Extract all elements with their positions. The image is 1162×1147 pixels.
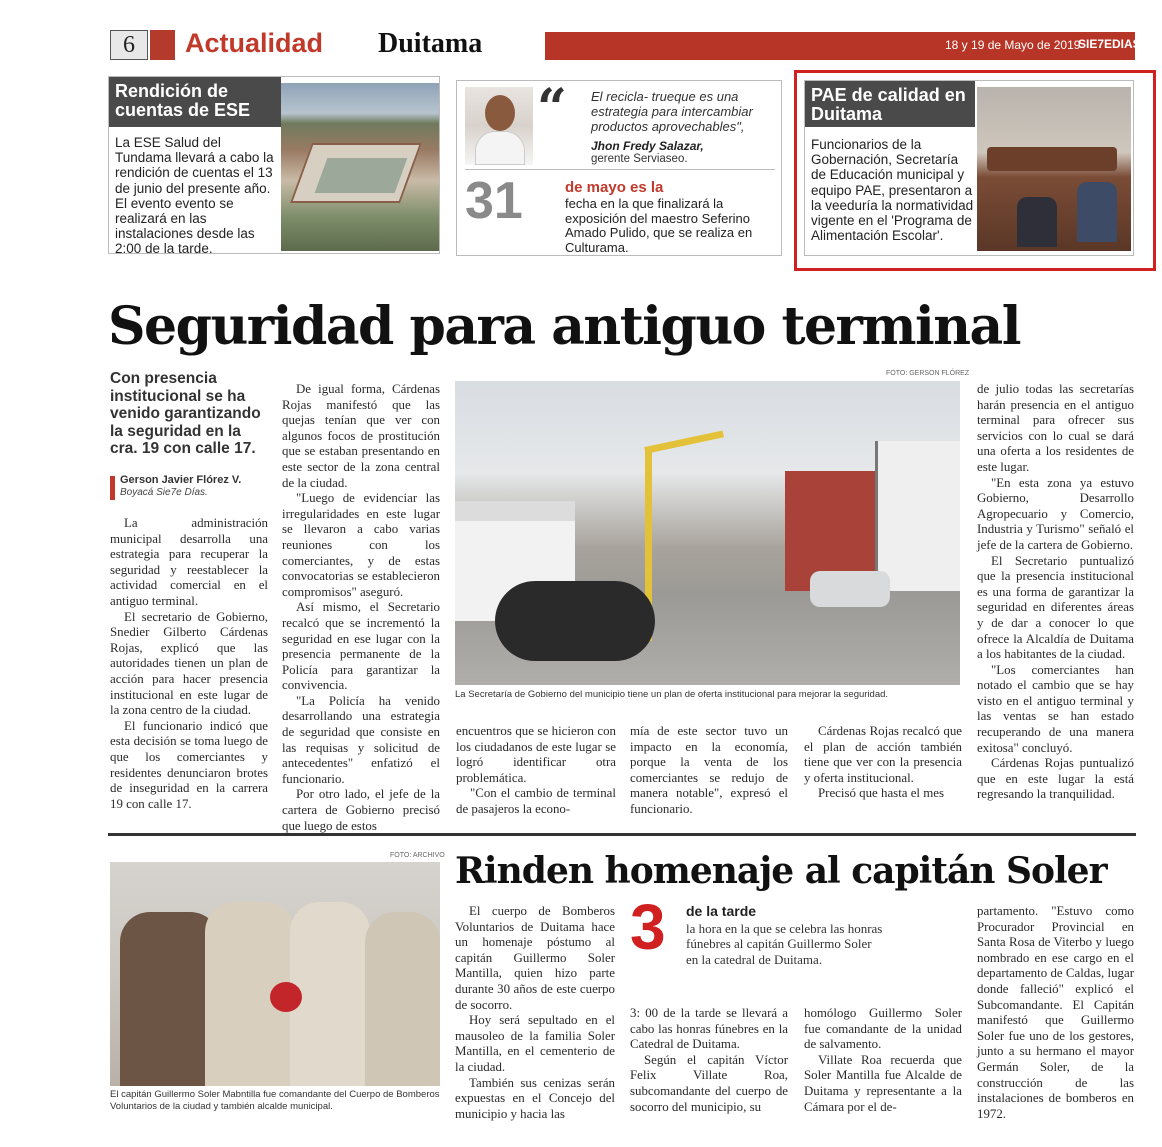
paragraph: Hoy será sepultado en el mausoleo de la familia Soler Mantilla, en el cementerio de la ciudad. bbox=[455, 1013, 615, 1074]
paragraph: Villate Roa recuerda que Soler Mantilla fue Alcalde de Duitama y representante a la Cámara por el de- bbox=[804, 1052, 962, 1114]
paragraph: "Con el cambio de terminal de pasajeros la econo- bbox=[456, 786, 616, 816]
paragraph: de julio todas las secretarías harán presencia en el antiguo terminal para ofrecer sus servicios con lo cual se dará una oferta a los residentes de este lugar. bbox=[977, 382, 1134, 474]
paragraph: mía de este sector tuvo un impacto en la economía, porque la venta de los comerciantes se redujo de manera notable", expresó el funcionario. bbox=[630, 724, 788, 816]
quote-role: gerente Serviaseo. bbox=[591, 153, 688, 165]
article2-column-2 bbox=[630, 1006, 788, 1115]
pae-meeting-photo bbox=[977, 87, 1131, 251]
section-title-a: Actualidad bbox=[185, 28, 324, 58]
article1-column-3 bbox=[456, 724, 616, 818]
photo-credit: FOTO: GERSON FLÓREZ bbox=[886, 370, 970, 377]
paragraph: Por otro lado, el jefe de la cartera de Gobierno precisó que luego de estos bbox=[282, 787, 440, 833]
big-number-31: 31 bbox=[465, 172, 523, 230]
paragraph: "La Policía ha venido desarrollando una estrategia de seguridad que consiste en las requisas y solicitud de antecedentes" enfatizó el funcionario. bbox=[282, 693, 440, 786]
brand-logo: SIE7EDIAS bbox=[1078, 37, 1141, 51]
paragraph: El funcionario indicó que esta decisión se toma luego de que los comerciantes y residentes denunciaron brotes de inseguridad en la carrera 19 con calle 17. bbox=[110, 718, 268, 811]
section-divider bbox=[108, 833, 1136, 836]
quote-box bbox=[456, 80, 782, 256]
number-label: de mayo es la bbox=[565, 179, 664, 196]
paragraph: También sus cenizas serán expuestas en el Concejo del municipio y hacia las bbox=[455, 1075, 615, 1121]
ese-building-photo bbox=[281, 83, 439, 251]
paragraph: El Secretario puntualizó que la presencia institucional es una forma de garantizar la seguridad en diferentes áreas y de dar a conocer lo que ofrece la Alcaldía de Duitama a los habitantes de la ciudad. bbox=[977, 553, 1134, 662]
soler-archive-photo bbox=[110, 862, 440, 1086]
paragraph: "Los comerciantes han notado el cambio que se hay visto en el antiguo terminal y las ventas se han estado recuperando de una manera exitosa" concluyó. bbox=[977, 662, 1134, 755]
paragraph: "Luego de evidenciar las irregularidades en este lugar se llevaron a cabo varias reuniones con los comerciantes, y de estas convocatorias se establecieron compromisos" aseguró. bbox=[282, 491, 440, 599]
page-number: 6 bbox=[110, 30, 148, 60]
ese-box-title: Rendición de cuentas de ESE bbox=[109, 77, 281, 127]
article1-column-6 bbox=[977, 382, 1134, 803]
paragraph: El cuerpo de Bomberos Voluntarios de Duitama hace un homenaje póstumo al capitán Guillermo Soler Mantilla, quien hizo parte durante 30 años de este cuerpo de socorro. bbox=[455, 904, 615, 1012]
page-number-bar bbox=[150, 30, 175, 60]
pae-box-text: Funcionarios de la Gobernación, Secretaría de Educación municipal y equipo PAE, presentaron a la veeduría la normatividad vigente en el 'Programa de Alimentación Escolar'. bbox=[811, 137, 974, 244]
article1-author: Gerson Javier Flórez V. bbox=[120, 474, 242, 486]
paragraph: Cárdenas Rojas recalcó que el plan de acción también tiene que ver con la presencia y oferta institucional. bbox=[804, 724, 962, 785]
photo-credit-archive: FOTO: ARCHIVO bbox=[390, 852, 445, 859]
quote-author: Jhon Fredy Salazar, bbox=[591, 139, 704, 153]
article1-column-1 bbox=[110, 516, 268, 812]
article2-column-1 bbox=[455, 904, 615, 1122]
paragraph: Así mismo, el Secretario recalcó que se incrementó la seguridad en ese lugar con la presencia permanente de la Policía para garantizar la convivencia. bbox=[282, 600, 440, 693]
pae-box bbox=[804, 80, 1134, 256]
paragraph: homólogo Guillermo Soler fue comandante de la unidad de salvamento. bbox=[804, 1006, 962, 1052]
paragraph: De igual forma, Cárdenas Rojas manifestó que las quejas tenían que ver con algunos focos de prostitución que se estaban presentando en este sector de la zona central de la ciudad. bbox=[282, 382, 440, 490]
quote-mark-icon: “ bbox=[537, 78, 567, 139]
highlight-label: de la tarde bbox=[686, 903, 757, 919]
article1-deck: Con presencia institucional se ha venido garantizando la seguridad en la cra. 19 con calle 17. bbox=[110, 370, 261, 457]
pae-box-title: PAE de calidad en Duitama bbox=[805, 81, 975, 127]
author-marker bbox=[110, 476, 115, 500]
jhon-fredy-portrait bbox=[465, 87, 533, 165]
headline-seguridad: Seguridad para antiguo terminal bbox=[108, 296, 1020, 357]
paragraph: Cárdenas Rojas puntualizó que en este lugar la está regresando la tranquilidad. bbox=[977, 756, 1134, 802]
article1-column-2 bbox=[282, 382, 440, 834]
highlight-text: la hora en la que se celebra las honras fúnebres al capitán Guillermo Soler en la catedral de Duitama. bbox=[686, 921, 883, 967]
article1-caption: La Secretaría de Gobierno del municipio tiene un plan de oferta institucional para mejorar la seguridad. bbox=[455, 689, 889, 700]
paragraph: 3: 00 de la tarde se llevará a cabo las honras fúnebres en la Catedral de Duitama. bbox=[630, 1006, 788, 1052]
paragraph: Precisó que hasta el mes bbox=[818, 786, 945, 801]
paragraph: Según el capitán Víctor Felix Villate Roa, subcomandante del cuerpo de socorro del municipio, su bbox=[630, 1052, 788, 1114]
article2-column-3 bbox=[804, 1006, 962, 1115]
issue-date: 18 y 19 de Mayo de 2019 bbox=[945, 38, 1081, 52]
paragraph: El secretario de Gobierno, Snedier Gilberto Cárdenas Rojas, explicó que las autoridades tienen un plan de acción para hacer presencia institucional en este lugar de la zona centro de la ciudad. bbox=[110, 609, 268, 718]
section-title-b: Duitama bbox=[378, 28, 483, 59]
paragraph: encuentros que se hicieron con los ciudadanos de este lugar se logró identificar otra problemática. bbox=[456, 724, 616, 785]
article1-author-org: Boyacá Sie7e Días. bbox=[120, 487, 208, 498]
terminal-street-photo bbox=[455, 381, 960, 685]
article2-column-4 bbox=[977, 904, 1134, 1122]
headline-homenaje: Rinden homenaje al capitán Soler bbox=[455, 850, 1107, 892]
number-text: fecha en la que finalizará la exposición del maestro Seferino Amado Pulido, que se realiza en Culturama. bbox=[565, 196, 753, 255]
article2-caption: El capitán Guillermo Soler Mabntilla fue comandante del Cuerpo de Bomberos Voluntarios de la ciudad y también alcalde municipal. bbox=[110, 1089, 440, 1112]
paragraph: partamento. "Estuvo como Procurador Provincial en Santa Rosa de Viterbo y luego nombrado en ese cargo en el departamento de Caldas, lugar donde falleció" explicó el Subcomandante. El Capitán manifestó que Guillermo Soler fue uno de los gestores, junto a su hermano el mayor Germán Soler, de la construcción de las instalaciones de bomberos en 1972. bbox=[977, 904, 1134, 1121]
highlight-number-3: 3 bbox=[630, 891, 666, 963]
paragraph: La administración municipal desarrolla una estrategia para recuperar la seguridad y reestablecer la actividad comercial en el antiguo terminal. bbox=[110, 516, 268, 608]
quote-text: El recicla- trueque es una estrategia para intercambiar productos aprovechables", bbox=[591, 89, 753, 134]
paragraph: "En esta zona ya estuvo Gobierno, Desarrollo Agropecuario y Comercio, Industria y Turismo" señaló el jefe de la cartera de Gobierno. bbox=[977, 475, 1134, 552]
article1-column-5 bbox=[804, 724, 962, 802]
ese-box bbox=[108, 76, 440, 257]
article1-column-4 bbox=[630, 724, 788, 818]
ese-box-text: La ESE Salud del Tundama llevará a cabo la rendición de cuentas el 13 de junio del presente año. El evento evento se realizará en las instalaciones desde las 2:00 de la tarde. bbox=[115, 135, 274, 257]
